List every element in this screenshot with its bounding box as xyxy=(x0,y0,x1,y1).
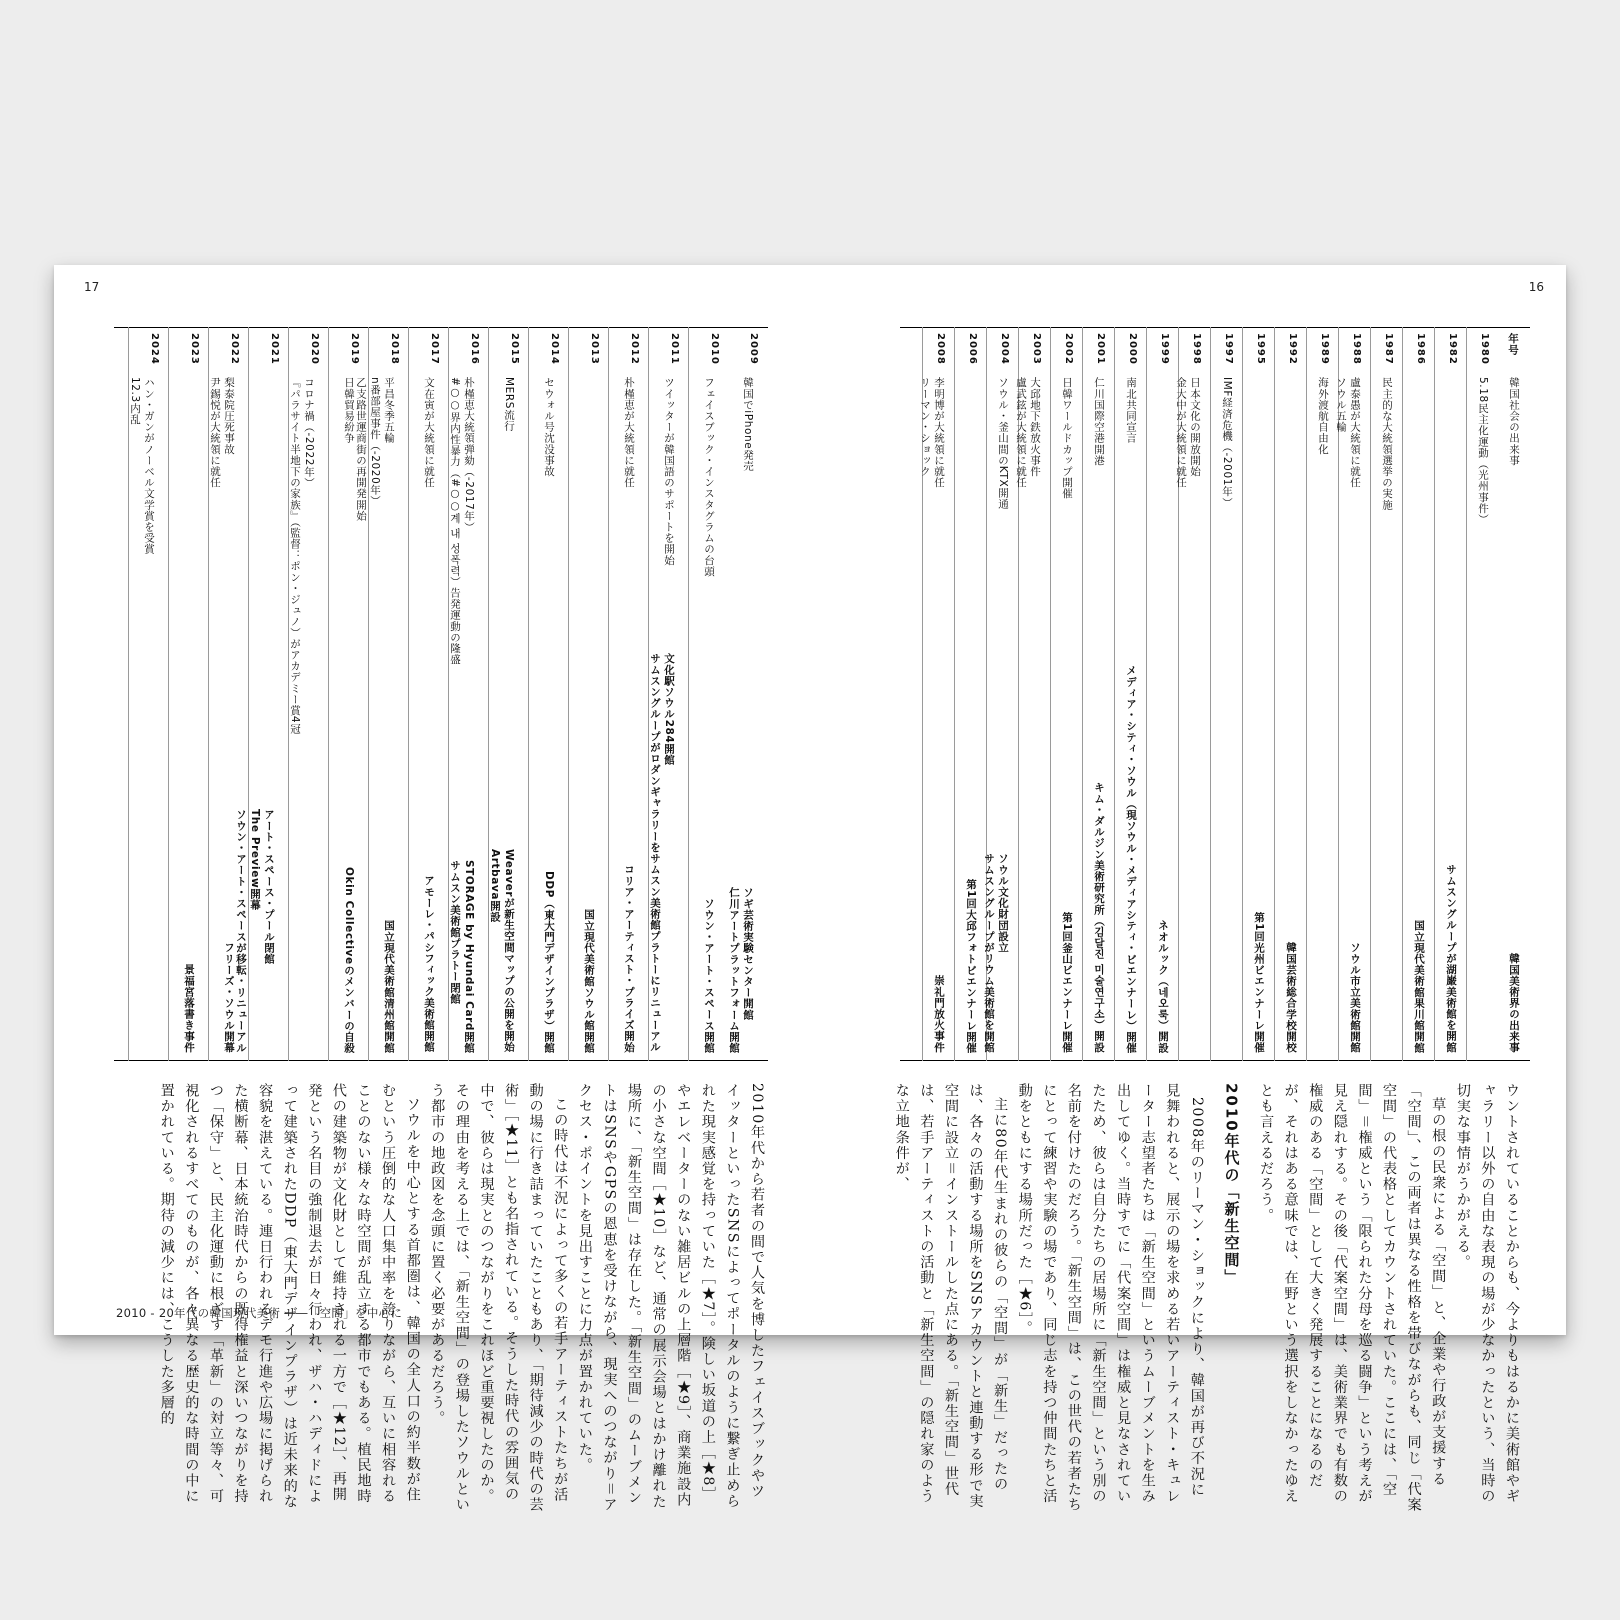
art-event: 第1回光州ビエンナーレ開催 xyxy=(1253,911,1265,1053)
timeline-row xyxy=(983,327,1019,1061)
column-label-year: 年号 xyxy=(1507,333,1519,356)
art-event: アモーレ・パシフィック美術館開館 xyxy=(423,875,435,1053)
year-label: 2001 xyxy=(1095,333,1106,365)
running-head: 2010 - 20年代の韓国現代美術 ――「空間」を中心に xyxy=(116,1306,403,1320)
art-event: 文化駅ソウル284開館 サムスングループがロダンギャラリーをサムスン美術館プラトーにリニューアル xyxy=(649,653,675,1053)
year-label: 2000 xyxy=(1127,333,1138,365)
art-event: 国立現代美術館清州館開館 xyxy=(383,919,395,1053)
year-label: 1980 xyxy=(1479,333,1490,365)
year-label: 1992 xyxy=(1287,333,1298,365)
korea-event: 文在寅が大統領に就任 xyxy=(423,377,435,488)
year-label: 1986 xyxy=(1415,333,1426,365)
art-event: Weaverが新生空間マップの公開を開始 Artbava開設 xyxy=(489,849,515,1053)
year-label: 2009 xyxy=(748,333,759,365)
year-label: 2010 xyxy=(709,333,720,365)
page-number-left: 17 xyxy=(84,280,100,294)
year-label: 1989 xyxy=(1319,333,1330,365)
body-text-left xyxy=(159,1083,769,1513)
timeline-row xyxy=(1082,327,1115,1061)
section-heading: 2010年代の「新生空間」 xyxy=(1222,1083,1241,1286)
timeline-row xyxy=(208,327,249,1061)
year-label: 1988 xyxy=(1351,333,1362,365)
year-label: 2006 xyxy=(967,333,978,365)
korea-event: ハン・ガンがノーベル文学賞を受賞 12.3内乱 xyxy=(129,377,155,555)
korea-event: 大邱地下鉄放火事件 盧武鉉が大統領に就任 xyxy=(1015,377,1041,488)
timeline-row xyxy=(1114,327,1147,1061)
book-spread xyxy=(54,265,1566,1513)
korea-event: セウォル号沈没事故 xyxy=(543,377,555,477)
year-label: 2003 xyxy=(1031,333,1042,365)
column-label-korea: 韓国社会の出来事 xyxy=(1508,377,1520,466)
korea-event: ツイッターが韓国語のサポートを開始 xyxy=(663,377,675,566)
timeline-row xyxy=(355,327,409,1061)
timeline-row xyxy=(448,327,489,1061)
timeline-table-right xyxy=(900,327,1530,1061)
art-event: ソギ芸術実験センター開館 仁川アートプラットフォーム開館 xyxy=(728,886,754,1053)
korea-event: 李明博が大統領に就任 リーマン・ショック xyxy=(919,377,945,488)
timeline-row xyxy=(1146,327,1179,1061)
timeline-row xyxy=(1050,327,1083,1061)
art-event: ネオルック（네오룩）開設 xyxy=(1157,919,1169,1053)
art-event: DDP（東大門デザインプラザ）開館 xyxy=(543,870,555,1053)
timeline-row xyxy=(1015,327,1051,1061)
korea-event: 梨泰院圧死事故 尹錫悦が大統領に就任 xyxy=(209,377,235,488)
korea-event: 南北共同宣言 xyxy=(1125,377,1137,444)
year-label: 2018 xyxy=(389,333,400,365)
timeline-row xyxy=(1335,327,1371,1061)
art-event: アート・スペース・プール閉館 The Preview開幕 ソウン・アート・スペースが移転・リニューアル xyxy=(235,808,275,1053)
timeline-row xyxy=(1242,327,1275,1061)
timeline-row xyxy=(528,327,569,1061)
paragraph: 主に80年代生まれの彼らの「空間」が「新生」だったのは、各々の活動する場所をSNSアカウントと連動する形で実空間に設立＝インストールした点にある。「新生空間」世代は、若手アーティストの活動と「新生空間」の隠れ家のような立地条件が、 xyxy=(893,1083,1009,1510)
timeline-row xyxy=(408,327,449,1061)
timeline-row xyxy=(728,327,768,1061)
timeline-row xyxy=(688,327,729,1061)
paragraph: 2010年代から若者の間で人気を博したフェイスブックやツイッターといったSNSによってポータルのように繋ぎ止められた現実感覚を持っていた［★7］。険しい坂道の上［★8］やエレベーターのない雑居ビルの上層階［★9］、商業施設内の小さな空間［★10］など、通常の展示会場とはかけ離れた場所に、「新生空間」は存在した。「新生空間」のムーブメントはSNSやGPSの恩恵を受けながら、現実へのつながり＝アクセス・ポイントを見出すことに力点が置かれていた。 xyxy=(576,1083,765,1513)
korea-event: フェイスブック・インスタグラムの台頭 xyxy=(703,377,715,577)
paragraph: 草の根の民衆による「空間」と、企業や行政が支援する「空間」、この両者は異なる性格を帯びながらも、同じ「代案空間」の代表格としてカウントされていた。ここには、「空間」＝権威という「限られた分母を巡る闘争」という考えが見え隠れする。その後「代案空間」は、美術業界でも有数の権威のある「空間」として大きく発展することになるのだが、それはある意味では、在野という選択をしなかったゆえとも言えるだろう。 xyxy=(1258,1083,1447,1513)
timeline-table-left xyxy=(114,327,768,1061)
year-label: 2013 xyxy=(589,333,600,365)
year-label: 2008 xyxy=(935,333,946,365)
paragraph: ウントされていることからも、今よりもはるかに美術館やギャラリー以外の自由な表現の場が少なかったという、当時の切実な事情がうかがえる。 xyxy=(1454,1083,1520,1505)
timeline-row xyxy=(1274,327,1307,1061)
column-label-art: 韓国美術界の出来事 xyxy=(1508,953,1520,1053)
art-event: Okin Collectiveのメンバーの自殺 xyxy=(343,866,355,1053)
timeline-row xyxy=(919,327,955,1061)
timeline-row xyxy=(954,327,987,1061)
korea-event: 日本文化の開放開始 金大中が大統領に就任 xyxy=(1175,377,1201,488)
timeline-row xyxy=(128,327,169,1061)
korea-event: IMF経済危機（-2001年） xyxy=(1221,377,1233,509)
timeline-row xyxy=(168,327,209,1061)
art-event: ソウル市立美術館開館 xyxy=(1349,942,1361,1053)
year-label: 2021 xyxy=(269,333,280,365)
year-label: 1982 xyxy=(1447,333,1458,365)
art-event: 国立現代美術館ソウル館開館 xyxy=(583,908,595,1053)
korea-event: 朴槿恵大統領弾劾（-2017年） #○○界内性暴力（#○○계 내 성폭력）告発運動の隆盛 xyxy=(449,377,475,665)
year-label: 2011 xyxy=(669,333,680,365)
art-event: 国立現代美術館果川館開館 xyxy=(1413,919,1425,1053)
korea-event: 朴槿恵が大統領に就任 xyxy=(623,377,635,488)
art-event: 景福宮落書き事件 xyxy=(183,964,195,1053)
year-label: 1997 xyxy=(1223,333,1234,365)
art-event: 韓国芸術総合学校開校 xyxy=(1285,942,1297,1053)
art-event: サムスングループが湖巌美術館を開館 xyxy=(1445,864,1457,1053)
timeline-row xyxy=(1434,327,1467,1061)
timeline-row xyxy=(1466,327,1499,1061)
art-event: メディア・シティ・ソウル（現ソウル・メディアシティ・ビエンナーレ）開催 xyxy=(1125,664,1137,1053)
korea-event: ソウル・釜山間のKTX開通 xyxy=(997,377,1009,510)
art-event: キム・ダルジン美術研究所（김달진 미술연구소）開設 xyxy=(1093,782,1105,1053)
korea-event: 平昌冬季五輪 n番部屋事件（-2020年） 乙支路世運商街の再開発開始 xyxy=(355,377,395,522)
timeline-row xyxy=(648,327,689,1061)
year-label: 2004 xyxy=(999,333,1010,365)
timeline-row xyxy=(288,327,329,1061)
paragraph: ソウルを中心とする首都圏は、韓国の全人口の約半数が住むという圧倒的な人口集中率を誇りながら、互いに相容れることのない様々な時空間が乱立する都市でもある。植民地時代の建築物が文化財として維持される一方で［★12］、再開発という名目の強制退去が日々行われ、ザハ・ハディドによって建築されたDDP（東大門デザインプラザ）は近未来的な容貌を湛えている。連日行われるデモ行進や広場に掲げられた横断幕、日本統治時代からの既得権益と深いつながりを持つ「保守」と、民主化運動に根ざす「革新」の対立等々、可視化されるすべてのものが、各々異なる歴史的な時間の中に置かれている。期待の減少には、こうした多層的 xyxy=(158,1083,421,1510)
timeline-row xyxy=(1306,327,1339,1061)
timeline-row xyxy=(1175,327,1211,1061)
page-number-right: 16 xyxy=(1528,280,1544,294)
art-event: 第1回大邱フォトビエンナーレ開催 xyxy=(965,878,977,1053)
timeline-row xyxy=(488,327,529,1061)
year-label: 1987 xyxy=(1383,333,1394,365)
art-event: ソウル文化財団設立 サムスングループがリウム美術館を開館 xyxy=(983,853,1009,1053)
art-event: コリア・アーティスト・プライズ開始 xyxy=(623,864,635,1053)
year-label: 2015 xyxy=(509,333,520,365)
year-label: 2022 xyxy=(229,333,240,365)
timeline-row xyxy=(328,327,369,1061)
korea-event: 日韓ワールドカップ開催 xyxy=(1061,377,1073,500)
year-label: 1995 xyxy=(1255,333,1266,365)
korea-event: 日韓貿易紛争 xyxy=(343,377,355,444)
year-label: 2017 xyxy=(429,333,440,365)
year-label: 2023 xyxy=(189,333,200,365)
art-event: 第1回釜山ビエンナーレ開催 xyxy=(1061,911,1073,1053)
timeline-row xyxy=(608,327,649,1061)
year-label: 2024 xyxy=(149,333,160,365)
year-label: 2016 xyxy=(469,333,480,365)
art-event: フリーズ・ソウル開幕 xyxy=(223,942,235,1053)
korea-event: コロナ禍（-2022年） 『パラサイト半地下の家族』（監督：ポン・ジュノ）がアカデミー賞4冠 xyxy=(289,377,315,735)
timeline-row xyxy=(1210,327,1243,1061)
korea-event: 5.18民主化運動（光州事件） xyxy=(1477,377,1489,525)
year-label: 1998 xyxy=(1191,333,1202,365)
year-label: 2020 xyxy=(309,333,320,365)
year-label: 2019 xyxy=(349,333,360,365)
art-event: STORAGE by Hyundai Card開館 サムスン美術館プラトー閉館 xyxy=(449,859,475,1053)
year-label: 2014 xyxy=(549,333,560,365)
korea-event: 盧泰愚が大統領に就任 ソウル五輪 xyxy=(1335,377,1361,488)
timeline-row xyxy=(568,327,609,1061)
korea-event: 海外渡航自由化 xyxy=(1317,377,1329,455)
paragraph: 2008年のリーマン・ショックにより、韓国が再び不況に見舞われると、展示の場を求める若いアーティスト・キュレーター志望者たちは「新生空間」というムーブメントを生み出してゆく。当時すでに「代案空間」は権威と見なされていたため、彼らは自分たちの居場所に「新生空間」という別の名前を付けたのだろう。「新生空間」は、この世代の若者たちにとって練習や実験の場であり、同じ志を持つ仲間たちと活動をともにする場所だった［★6］。 xyxy=(1016,1083,1205,1513)
year-label: 2002 xyxy=(1063,333,1074,365)
korea-event: 民主的な大統領選挙の実施 xyxy=(1381,377,1393,511)
timeline-header-column xyxy=(1498,327,1530,1061)
korea-event: 仁川国際空港開港 xyxy=(1093,377,1105,466)
timeline-row xyxy=(235,327,289,1061)
art-event: 崇礼門放火事件 xyxy=(933,975,945,1053)
timeline-row xyxy=(1402,327,1435,1061)
year-label: 1999 xyxy=(1159,333,1170,365)
body-text-right xyxy=(893,1083,1524,1513)
korea-event: 韓国でiPhone発売 xyxy=(742,377,754,472)
year-label: 2012 xyxy=(629,333,640,365)
art-event: ソウン・アート・スペース開館 xyxy=(703,897,715,1053)
timeline-row xyxy=(1370,327,1403,1061)
paragraph: この時代は不況によって多くの若手アーティストたちが活動の場に行き詰まっていたこともあり、「期待減少の時代の芸術」［★11］とも名指されている。そうした時代の雰囲気の中で、彼らは現実とのつながりをこれほど重要視したのか。その理由を考える上では、「新生空間」の登場したソウルという都市の地政図を念頭に置く必要があるだろう。 xyxy=(429,1083,569,1513)
korea-event: MERS流行 xyxy=(503,377,515,432)
